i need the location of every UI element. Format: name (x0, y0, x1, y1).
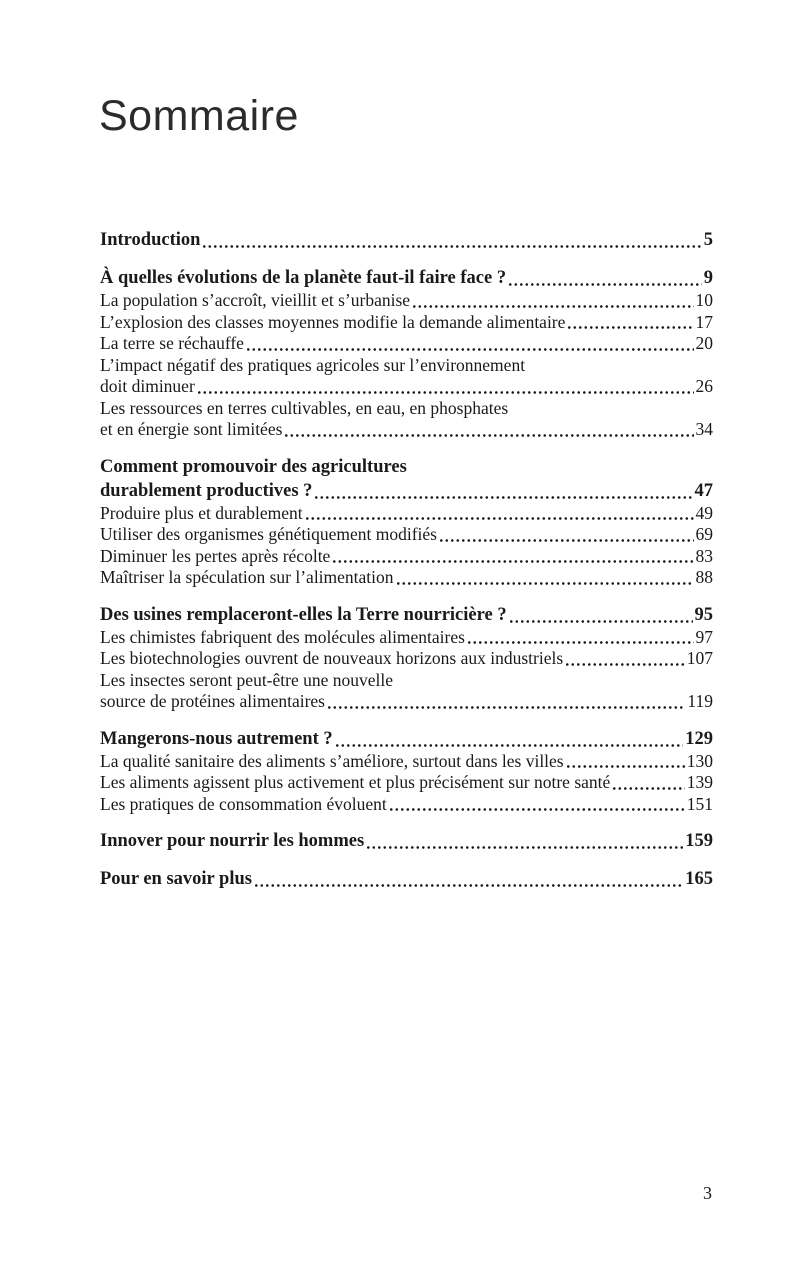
toc-entry-page-number: 88 (695, 567, 713, 587)
toc-entry (100, 772, 713, 794)
toc-entry-page-number: 139 (686, 772, 713, 792)
toc-entry-page-number: 20 (695, 333, 713, 353)
toc-entry-page-number: 83 (695, 545, 713, 566)
toc-section-entry (100, 829, 713, 853)
toc-entry-page-number: 5 (703, 230, 713, 250)
toc-entry-row (100, 479, 713, 503)
dot-leader (566, 663, 685, 666)
toc-section-entry (100, 603, 713, 627)
dot-leader (510, 620, 693, 623)
toc-entry (100, 290, 713, 312)
toc-entry-label: et en énergie sont limitées (100, 419, 283, 439)
dot-leader (255, 884, 683, 887)
toc-entry (100, 567, 713, 589)
dot-leader (413, 305, 693, 308)
toc-entry (100, 751, 713, 773)
toc-entry-page-number: 69 (695, 524, 713, 544)
toc-entry-row (100, 648, 713, 670)
toc-entry-row (100, 727, 713, 751)
dot-leader (198, 391, 694, 394)
toc-entry-label: Pour en savoir plus (100, 869, 252, 889)
toc-entry-page-number: 17 (695, 311, 713, 332)
toc-entry-row (100, 829, 713, 853)
toc-entry-row (100, 266, 713, 290)
toc-entry-label: Produire plus et durablement (100, 502, 303, 523)
toc-entry-label: Utiliser des organismes génétiquement modifiés (100, 524, 437, 544)
toc-entry-label: La terre se réchauffe (100, 333, 244, 353)
toc-entry-page-number: 159 (685, 831, 713, 851)
dot-leader (333, 560, 693, 563)
toc-section-entry (100, 266, 713, 290)
toc-section-entry (100, 455, 713, 503)
toc-entry-row (100, 228, 713, 252)
dot-leader (567, 765, 685, 768)
toc-entry-label: Les insectes seront peut-être une nouvelle (100, 669, 394, 690)
toc-entry-label: Mangerons-nous autrement ? (100, 728, 333, 749)
toc-entry-row (100, 670, 713, 692)
toc-entry (100, 670, 713, 713)
toc-entry-page-number: 107 (686, 648, 713, 668)
toc-entry-row (100, 376, 713, 398)
toc-entry-row (100, 524, 713, 546)
toc-entry (100, 627, 713, 649)
footer-page-number: 3 (703, 1183, 712, 1203)
toc-entry-label: Des usines remplaceront-elles la Terre nourricière ? (100, 604, 507, 625)
toc-section-entry (100, 867, 713, 891)
toc-entry-row (100, 867, 713, 891)
table-of-contents (100, 228, 713, 891)
toc-entry-row (100, 398, 713, 420)
toc-entry-label: Les biotechnologies ouvrent de nouveaux horizons aux industriels (100, 648, 564, 668)
toc-entry-label: L’explosion des classes moyennes modifie la demande alimentaire (100, 311, 566, 332)
dot-leader (468, 641, 694, 644)
dot-leader (367, 846, 683, 849)
toc-entry-label: Maîtriser la spéculation sur l’alimentation (100, 567, 394, 587)
toc-entry-label: Les ressources en terres cultivables, en eau, en phosphates (100, 397, 509, 418)
toc-entry (100, 503, 713, 525)
toc-entry-label: Les aliments agissent plus activement et plus précisément sur notre santé (100, 772, 611, 792)
toc-entry-page-number: 97 (695, 626, 713, 647)
toc-entry-label: À quelles évolutions de la planète faut-il faire face ? (100, 268, 507, 288)
toc-entry-page-number: 151 (686, 793, 713, 814)
toc-entry-page-number: 9 (703, 268, 713, 288)
toc-entry-label: La qualité sanitaire des aliments s’améliore, surtout dans les villes (100, 750, 564, 771)
dot-leader (568, 326, 693, 329)
toc-entry-label: Introduction (100, 230, 201, 250)
dot-leader (285, 434, 693, 437)
toc-entry-label: L’impact négatif des pratiques agricoles sur l’environnement (100, 354, 526, 375)
dot-leader (440, 539, 694, 542)
toc-entry-row (100, 419, 713, 441)
toc-entry (100, 524, 713, 546)
toc-entry-label: Comment promouvoir des agricultures (100, 456, 407, 477)
toc-entry-page-number: 34 (695, 419, 713, 439)
toc-entry-page-number: 10 (695, 290, 713, 310)
toc-entry-row (100, 312, 713, 334)
toc-entry-row (100, 627, 713, 649)
toc-entry-page-number: 95 (694, 604, 713, 625)
toc-entry-label: La population s’accroît, vieillit et s’urbanise (100, 290, 411, 310)
toc-entry-page-number: 47 (694, 480, 713, 501)
toc-entry-page-number: 130 (686, 750, 713, 771)
toc-entry-row (100, 751, 713, 773)
toc-entry-row (100, 455, 713, 479)
toc-entry-label: doit diminuer (100, 376, 195, 396)
toc-entry (100, 546, 713, 568)
toc-entry-label: source de protéines alimentaires (100, 691, 325, 711)
toc-entry-label: Innover pour nourrir les hommes (100, 831, 365, 851)
toc-entry-page-number: 165 (685, 869, 713, 889)
toc-entry (100, 312, 713, 334)
toc-entry-page-number: 49 (695, 502, 713, 523)
dot-leader (315, 496, 692, 499)
toc-entry (100, 398, 713, 441)
toc-entry-row (100, 603, 713, 627)
toc-entry-row (100, 546, 713, 568)
dot-leader (203, 245, 701, 248)
toc-entry (100, 648, 713, 670)
page-title: Sommaire (99, 92, 299, 140)
toc-entry-row (100, 567, 713, 589)
toc-entry-row (100, 794, 713, 816)
toc-section-entry (100, 228, 713, 252)
toc-entry-row (100, 503, 713, 525)
toc-entry-page-number: 119 (687, 691, 713, 711)
dot-leader (306, 517, 694, 520)
toc-section-entry (100, 727, 713, 751)
toc-entry-label: durablement productives ? (100, 480, 313, 501)
toc-entry-label: Diminuer les pertes après récolte (100, 545, 331, 566)
toc-entry-page-number: 26 (695, 376, 713, 396)
dot-leader (397, 582, 694, 585)
toc-entry (100, 333, 713, 355)
toc-entry-row (100, 691, 713, 713)
toc-entry-label: Les chimistes fabriquent des molécules alimentaires (100, 626, 465, 647)
dot-leader (328, 706, 685, 709)
toc-entry-row (100, 772, 713, 794)
dot-leader (390, 808, 685, 811)
toc-entry-row (100, 333, 713, 355)
dot-leader (613, 787, 684, 790)
toc-entry-page-number: 129 (685, 728, 713, 749)
toc-entry-row (100, 290, 713, 312)
toc-entry (100, 355, 713, 398)
toc-entry (100, 794, 713, 816)
dot-leader (247, 348, 694, 351)
toc-entry-label: Les pratiques de consommation évoluent (100, 793, 387, 814)
toc-entry-row (100, 355, 713, 377)
dot-leader (509, 283, 702, 286)
dot-leader (336, 744, 684, 747)
